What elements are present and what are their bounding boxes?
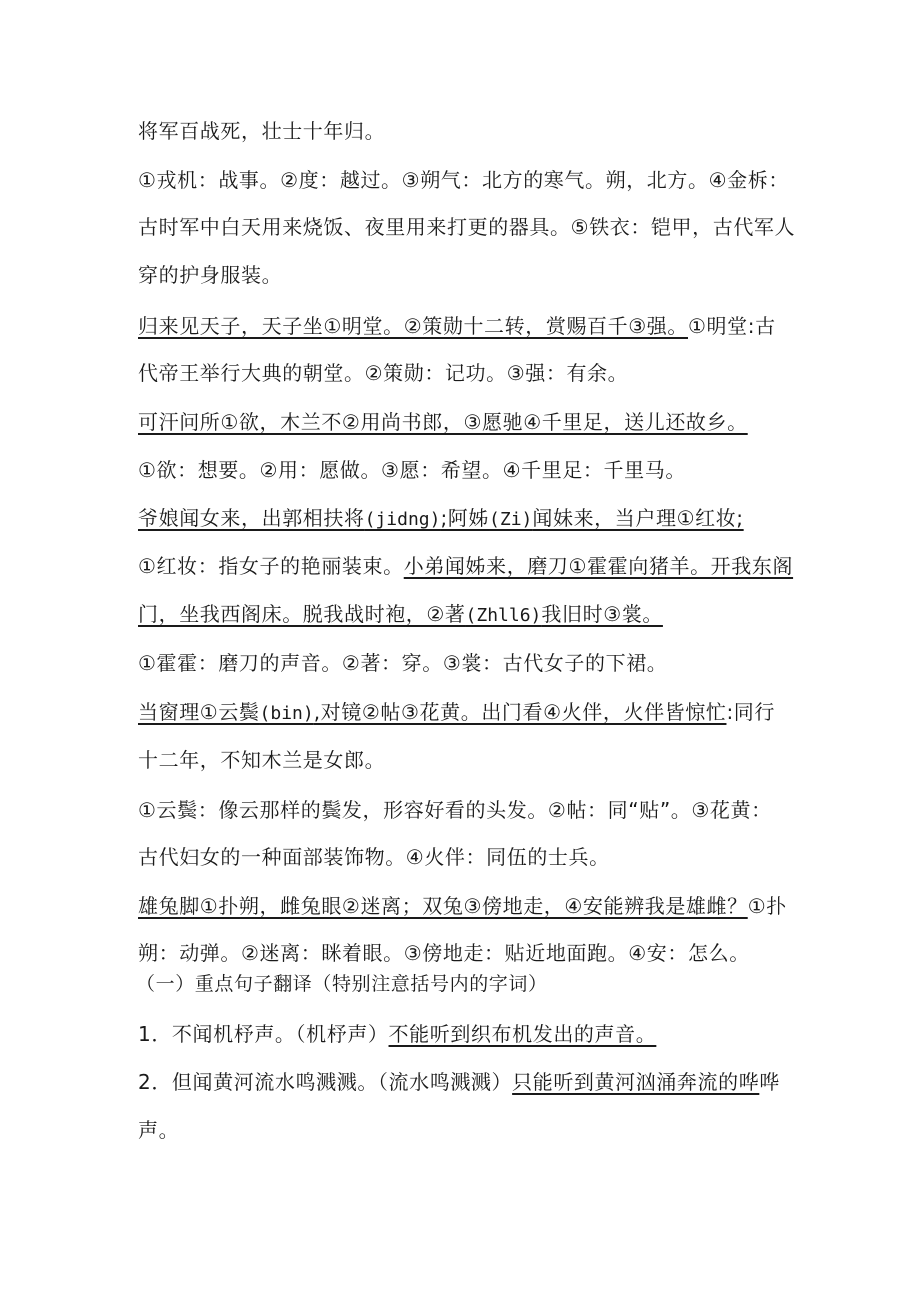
annotation-line: ①云鬓：像云那样的鬓发，形容好看的头发。②帖：同“贴”。③花黄： (138, 798, 772, 822)
text-line: 将军百战死，壮士十年归。 (138, 119, 386, 143)
text-line: 归来见天子，天子坐①明堂。②策勋十二转，赏赐百千③强。①明堂:古 (138, 314, 776, 338)
underlined-verse: 小弟闻姊来，磨刀①霍霍向猪羊。开我东阁 (403, 554, 794, 578)
underlined-verse: 雄兔脚①扑朔，雌兔眼②迷离；双兔③傍地走，④安能辨我是雄雌？ (138, 894, 748, 918)
underlined-verse: 归来见天子，天子坐①明堂。②策勋十二转，赏赐百千③强。 (138, 314, 688, 338)
underlined-verse: 门，坐我西阁床。脱我战时袍，②著(Zhll6)我旧时③裳。 (138, 602, 663, 626)
annotation-line: ①霍霍：磨刀的声音。②著：穿。③裳：古代女子的下裙。 (138, 651, 668, 675)
underlined-verse: 爷娘闻女来，出郭相扶将(jidng);阿姊(Zi)闻妹来，当户理①红妆; (138, 506, 744, 530)
underlined-translation: 不能听到织布机发出的声音。 (388, 1022, 657, 1046)
annotation-line: ①戎机：战事。②度：越过。③朔气：北方的寒气。朔，北方。④金柝： (138, 168, 789, 192)
underlined-verse: 当窗理①云鬓(bin),对镜②帖③花黄。出门看④火伴，火伴皆惊忙 (138, 700, 727, 724)
annotation-line: 古代妇女的一种面部装饰物。④火伴：同伍的士兵。 (138, 845, 610, 869)
underlined-translation: 只能听到黄河汹涌奔流的哗 (512, 1070, 760, 1094)
text-line (138, 600, 663, 628)
text-line: 当窗理①云鬓(bin),对镜②帖③花黄。出门看④火伴，火伴皆惊忙:同行 (138, 700, 776, 724)
text-line (138, 408, 748, 436)
annotation-line: ①欲：想要。②用：愿做。③愿：希望。④千里足：千里马。 (138, 458, 686, 482)
underlined-verse: 可汗问所①欲，木兰不②用尚书郎，③愿驰④千里足，送儿还故乡。 (138, 410, 748, 434)
annotation-line: 代帝王举行大典的朝堂。②策勋：记功。③强：有余。 (138, 361, 629, 385)
section-heading: （一）重点句子翻译（特别注意括号内的字词） (136, 973, 548, 995)
annotation-line: 朔：动弹。②迷离：眯着眼。③傍地走：贴近地面跑。④安：怎么。 (138, 941, 750, 965)
annotation-line: 穿的护身服装。 (138, 263, 283, 287)
text-line: 十二年，不知木兰是女郎。 (138, 748, 386, 772)
translation-line: 2．但闻黄河流水鸣溅溅。（流水鸣溅溅）只能听到黄河汹涌奔流的哗哗 (138, 1070, 780, 1094)
translation-line: 声。 (138, 1118, 180, 1142)
text-line: ①红妆：指女子的艳丽装束。小弟闻姊来，磨刀①霍霍向猪羊。开我东阁 (138, 554, 794, 578)
annotation-line: 古时军中白天用来烧饭、夜里用来打更的器具。⑤铁衣：铠甲，古代军人 (138, 215, 796, 239)
text-line (138, 504, 744, 532)
text-line: 雄兔脚①扑朔，雌兔眼②迷离；双兔③傍地走，④安能辨我是雄雌？①扑 (138, 894, 787, 918)
translation-line: 1．不闻机杼声。（机杼声）不能听到织布机发出的声音。 (138, 1022, 657, 1046)
